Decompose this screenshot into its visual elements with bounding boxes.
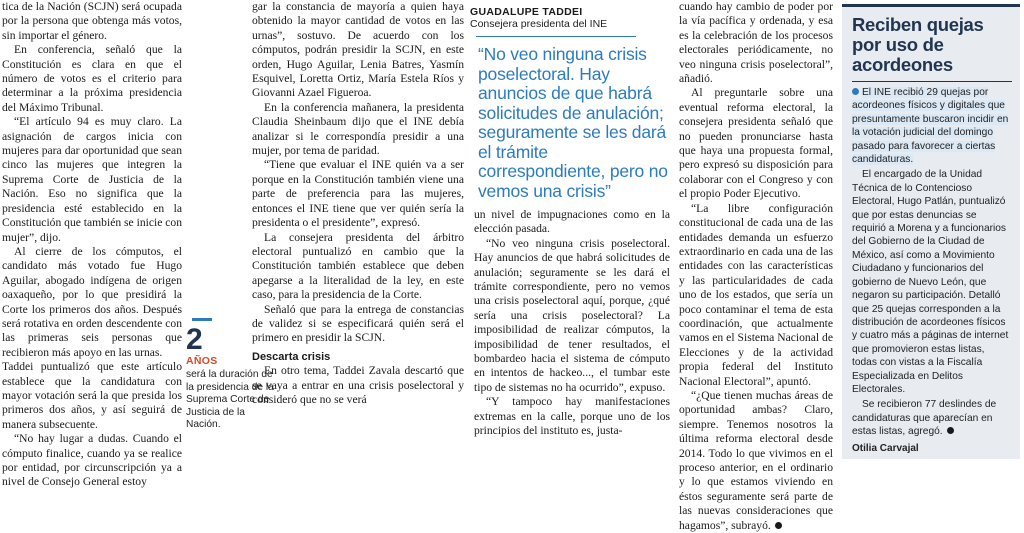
paragraph: “El artículo 94 es muy claro. La asignación de cargos inicia con mujeres para dar oportunidad que sean cinco las mujeres que integren la Suprema Corte de Justicia de la Nación. Eso no significa que la presidencia esté establecido en la Constitución que también se inicie con mujer”, dijo.	[2, 115, 182, 244]
paragraph: En otro tema, Taddei Zavala descartó que se vaya a entrar en una crisis poselectoral y consideró que no se verá	[252, 364, 464, 406]
quote-speaker-role: Consejera presidenta del INE	[470, 18, 608, 30]
end-of-box-icon	[947, 427, 954, 434]
paragraph: La consejera presidenta del árbitro electoral puntualizó en cambio que la Constitución también establece que deben apegarse a la literalidad de la ley, en este caso, para la presidencia de la Corte.	[252, 230, 464, 302]
side-box-paragraph: El encargado de la Unidad Técnica de lo Contencioso Electoral, Hugo Patlán, puntualizó que por estas denuncias se requirió a Morena y a funcionarios del Gobierno de la Ciudad de México, así como a Movimiento Ciudadano y funcionarios del gobierno de Nuevo León, que negaron su participación. Detalló que 25 quejas corresponden a la distribución de acordeones físicos y cuatro más a páginas de internet que promovieron estas listas, todas con vistas a la Fiscalía Especializada en Delitos Electorales.	[852, 169, 1009, 395]
side-box-title: Reciben quejas por uso de acordeones	[852, 14, 984, 75]
paragraph: Señaló que para la entrega de constancias de validez si se especificará quién será el primero en presidir la SCJN.	[252, 302, 464, 345]
side-box-paragraph	[852, 398, 1012, 438]
quote-divider	[476, 36, 636, 37]
quote-speaker-name: GUADALUPE TADDEI	[470, 6, 583, 18]
article-column-4	[679, 0, 833, 532]
highlighted-text: El INE recibió 29 quejas por acordeones físicos y digitales que presuntamente buscaron incidir en la votación judicial del domingo pasado para favorecer a ciertas candidaturas.	[852, 87, 1009, 166]
article-column-3	[474, 208, 670, 459]
side-box-lead	[852, 86, 1012, 166]
side-box-paragraph-text: Se recibieron 77 deslindes de candidaturas que aparecían en estas listas, agregó.	[852, 399, 997, 438]
paragraph: “Tiene que evaluar el INE quién va a ser porque en la Constitución también viene una parte de preferencia para las mujeres, entonces el INE tiene que ver quién sería la presidenta o el presidente”, expresó.	[252, 158, 464, 230]
paragraph: tica de la Nación (SCJN) será ocupada por la persona que obtenga más votos, sin importar el género.	[2, 0, 182, 42]
side-box-body	[842, 86, 1020, 439]
fact-unit: AÑOS	[186, 355, 218, 367]
paragraph: En la conferencia mañanera, la presidenta Claudia Sheinbaum dijo que el INE debía analizar si le correspondía presidir a una mujer, por tema de paridad.	[252, 100, 464, 158]
paragraph: Al cierre de los cómputos, el candidato más votado fue Hugo Aguilar, abogado indígena de origen oaxaqueño, por lo que presidirá la Corte los primeros dos años. Después será rotativa en orden descendente con las primeras seis personas que recibieron más apoyo en las urnas.	[2, 244, 182, 359]
paragraph-text: “¿Que tienen muchas áreas de oportunidad ambas? Claro, siempre. Tenemos nosotros la última reforma electoral desde 2014. Todo lo que vivimos en el proceso anterior, en el ordinario y lo que estamos viviendo en éstos seguramente será parte de las nuevas consideraciones que hagamos”, subrayó.	[679, 388, 833, 532]
paragraph: “No hay lugar a dudas. Cuando el cómputo finalice, cuando ya se realice por entidad, por circunscripción ya a nivel de Consejo General estoy	[2, 432, 182, 489]
paragraph: “No veo ninguna crisis poselectoral. Hay anuncios de que habrá solicitudes de anulación; seguramente se les dará el trámite correspondiente, pero no vemos una crisis poselectoral aquí, porque, ¿qué sería una crisis poselectoral? La imposibilidad de realizar cómputos, la imposibilidad de tener resultados, el bombardeo hacia el sistema de cómputo en intentos de hackeo..., el tumbar este tipo de sistemas no ha ocurrido”, expuso.	[474, 236, 670, 394]
side-box-divider	[852, 81, 1012, 82]
paragraph: cuando hay cambio de poder por la vía pacífica y ordenada, y esa es la celebración de los procesos electorales periódicamente, no veo ninguna crisis poselectoral”, añadió.	[679, 0, 833, 86]
paragraph: un nivel de impugnaciones como en la elección pasada.	[474, 208, 670, 236]
pull-quote	[470, 0, 670, 205]
paragraph	[679, 389, 833, 533]
paragraph: Taddei puntualizó que este artículo establece que la candidatura con mayor votación será la que presida los primeros dos años, y así seguirá de manera subsecuente.	[2, 360, 182, 431]
side-box	[842, 4, 1020, 459]
paragraph: “Y tampoco hay manifestaciones extremas en la calle, porque uno de los principios del instituto es, justa-	[474, 395, 670, 438]
paragraph: En conferencia, señaló que la Constitución es clara en que el número de votos es el criterio para determinar a la próxima presidencia del Máximo Tribunal.	[2, 43, 182, 114]
paragraph: gar la constancia de mayoría a quien haya obtenido la mayor cantidad de votos en las urnas”, sostuvo. De acuerdo con los cómputos, podrán presidir la SCJN, en este orden, Hugo Aguilar, Lenia Batres, Yasmín Esquivel, Loretta Ortiz, María Estela Ríos y Giovanni Azael Figueroa.	[252, 0, 464, 100]
paragraph: Al preguntarle sobre una eventual reforma electoral, la consejera presidenta señaló que no pueden pronunciarse hasta que haya una propuesta formal, pero expresó su disposición para colaborar con el Congreso y con el propio Poder Ejecutivo.	[679, 86, 833, 201]
byline: Otilia Carvajal	[852, 442, 919, 454]
quote-text: “No veo ninguna crisis poselectoral. Hay anuncios de que habrá solicitudes de anulación; seguramente se les dará el trámite correspondiente, pero no vemos una crisis”	[478, 44, 668, 201]
fact-description: será la duración de la presidencia de la Suprema Corte de Justicia de la Nación.	[186, 369, 274, 431]
sidebar-accent-rule	[192, 318, 212, 321]
paragraph: “La libre configuración constitucional de cada una de las entidades demanda un esfuerzo extraordinario en cada una de las entidades con las características y las particularidades de cada uno de los estados, que sería un poco contaminar el tema de esta coordinación, que actualmente vamos en el Sistema Nacional de Elecciones y de la actividad propia federal del Instituto Nacional Electoral”, apuntó.	[679, 201, 833, 388]
bullet-dot-icon	[852, 88, 859, 95]
fact-number: 2	[186, 323, 203, 356]
section-subhead: Descarta crisis	[252, 350, 331, 363]
end-of-article-icon	[775, 522, 782, 529]
article-column-2	[252, 0, 464, 459]
article-column-1	[2, 0, 182, 489]
